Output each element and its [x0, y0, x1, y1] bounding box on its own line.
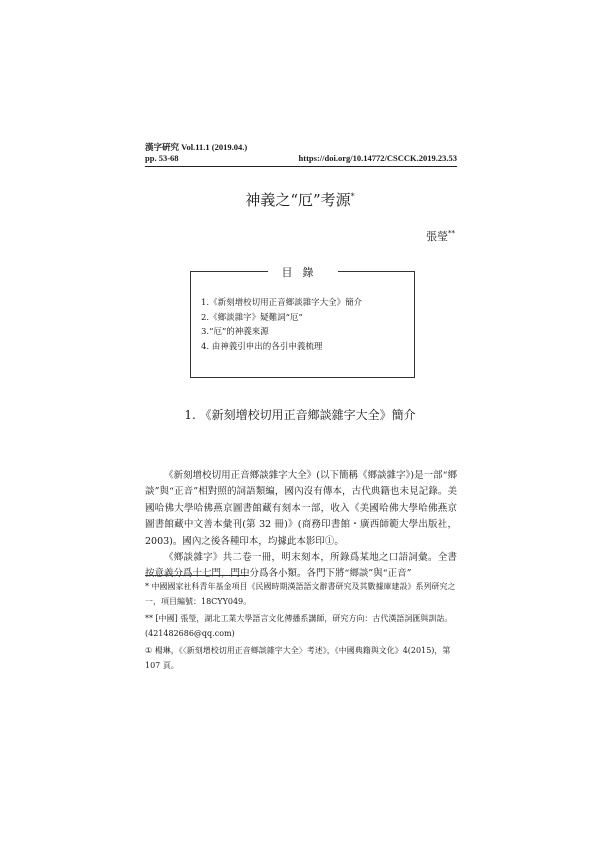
body-paragraph: 《鄉談雜字》共二卷一冊，明末刻本，所錄爲某地之口語詞彙。全書按意義分爲十七門，門中分爲各小類。各門下將“鄉談”與“正音” [145, 551, 457, 580]
footnote [145, 644, 457, 673]
author-footnote-mark[interactable]: ** [448, 229, 455, 238]
toc-title: 目錄 [268, 264, 338, 280]
doi-link[interactable]: https://doi.org/10.14772/CSCCK.2019.23.53 [298, 153, 457, 163]
toc-item-3[interactable]: 3.“厄”的神義來源 [201, 327, 269, 337]
header-row-1 [145, 142, 457, 153]
footnote-rule [145, 575, 249, 576]
header-row-2 [145, 153, 457, 164]
journal-info: 漢字硏究 Vol.11.1 (2019.04.) [145, 142, 248, 152]
author-name [426, 228, 455, 244]
toc-list [201, 296, 362, 354]
footnote [145, 580, 457, 609]
paper-title [0, 189, 600, 210]
toc-item-1[interactable]: 1.《新刻增校切用正音鄉談雜字大全》簡介 [201, 298, 363, 308]
toc-item-4[interactable]: 4. 由神義引申出的各引申義梳理 [201, 341, 323, 352]
footnote-mark: ① [145, 646, 153, 655]
header-rule [145, 166, 457, 167]
body-paragraph: 《新刻增校切用正音鄉談雜字大全》(以下簡稱《鄉談雜字》)是一部“鄉談”與“正音”相對照的詞語類編，國內沒有傳本，古代典籍也未見記錄。美國哈佛大學哈佛燕京圖書館藏有刻本一部，收入《美國哈佛大學哈佛燕京圖書館藏中文善本彙刊(第 32 冊)》(商務印書館・廣西師範大學出版社，2003)。國內之後各種印本，均據此本影印①。 [145, 469, 457, 547]
author-text: 張瑩 [426, 230, 448, 243]
title-footnote-mark[interactable]: * [350, 192, 355, 201]
footnote [145, 612, 457, 641]
title-text: 神義之“厄”考源 [245, 191, 351, 209]
footnote-mark: * [145, 582, 149, 591]
footnote-mark: ** [145, 614, 153, 623]
footnote-text: 楊琳，《〈新刻增校切用正音鄉談雜字大全〉考述》，《中國典籍與文化》4(2015)，第 107 頁。 [145, 646, 451, 670]
table-of-contents [190, 266, 415, 378]
section-heading: 1. 《新刻增校切用正音鄉談雜字大全》簡介 [184, 408, 416, 422]
footnote-text: [中國] 張瑩，湖北工業大學語言文化傳播系講師，研究方向：古代漢語詞匯與訓詁。(421482686@qq.com) [145, 614, 453, 638]
toc-item-2[interactable]: 2.《鄉談雜字》疑難詞“厄” [201, 312, 303, 323]
page-range: pp. 53-68 [145, 153, 179, 163]
running-header [145, 142, 457, 167]
footnote-text: 中國國家社科青年基金項目《民國時期漢語語文辭書研究及其數據庫建設》系列研究之一，項目編號：18CYY049。 [145, 582, 456, 606]
